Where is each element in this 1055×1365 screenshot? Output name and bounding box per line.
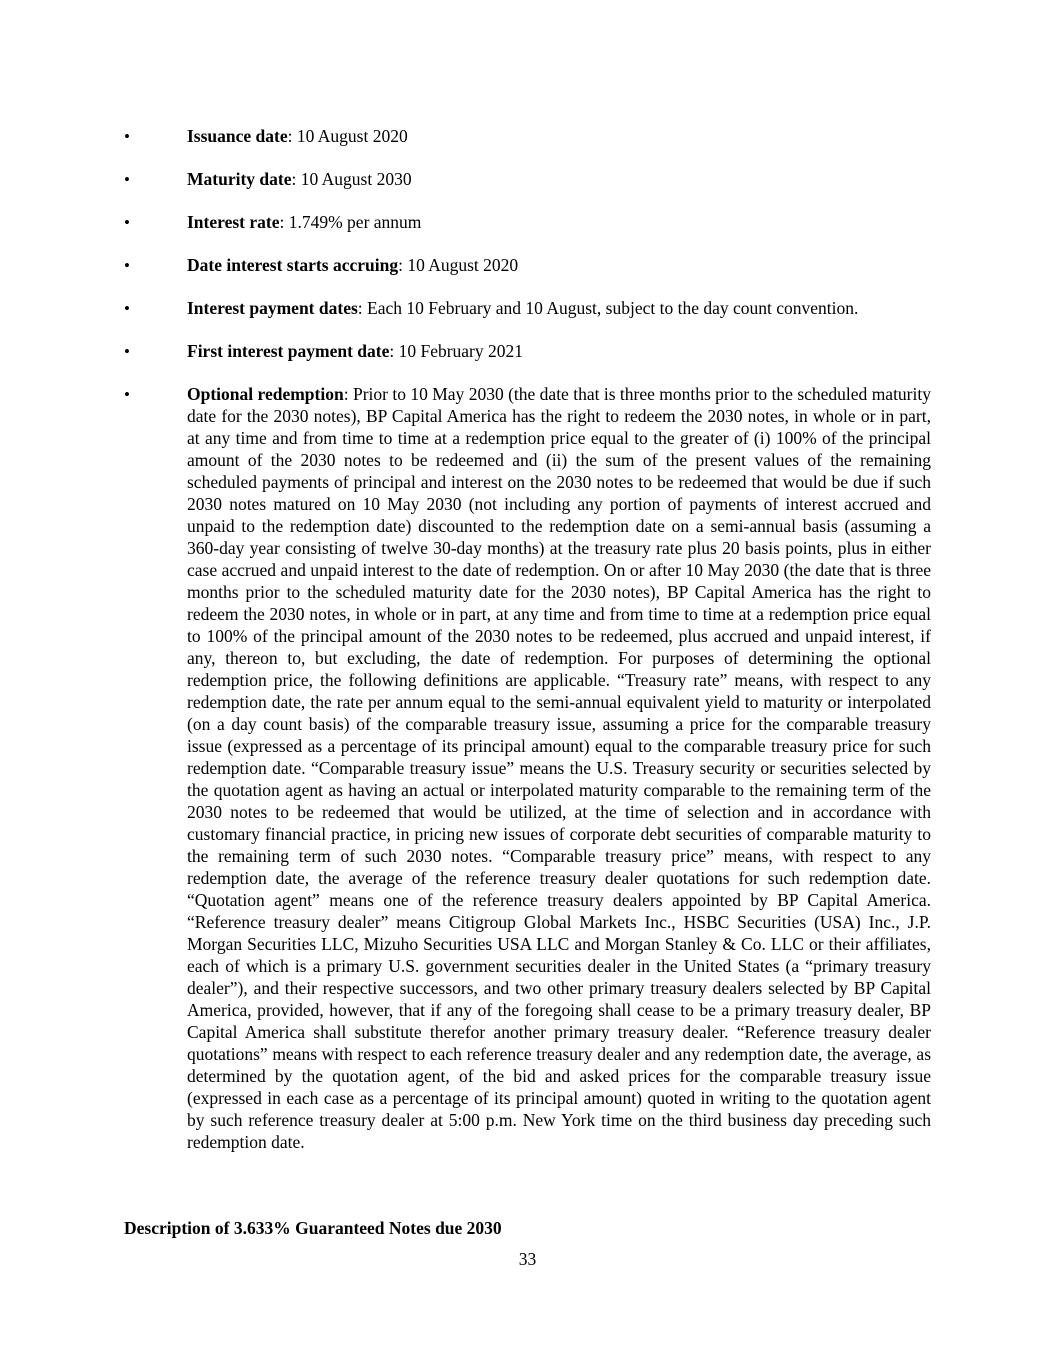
- term-label: Date interest starts accruing: [187, 255, 399, 275]
- list-item-interest-rate: [0, 211, 1055, 233]
- term-value: : 10 August 2030: [291, 169, 412, 189]
- term-label: Maturity date: [187, 169, 292, 189]
- bullet-icon: •: [124, 256, 130, 275]
- bullet-icon: •: [124, 385, 130, 404]
- list-item-first-payment-date: [0, 340, 1055, 362]
- list-item-optional-redemption: [0, 383, 1055, 1153]
- term-label: Issuance date: [187, 126, 288, 146]
- bullet-icon: •: [124, 342, 130, 361]
- term-value: : 1.749% per annum: [279, 212, 422, 232]
- list-item-text: [187, 340, 931, 362]
- list-item-issuance-date: [0, 125, 1055, 147]
- list-item-text: [187, 125, 931, 147]
- list-item-text: [187, 383, 931, 1153]
- bullet-icon: •: [124, 213, 130, 232]
- list-item-text: [187, 168, 931, 190]
- page-number: 33: [518, 1249, 537, 1269]
- list-item-payment-dates: [0, 297, 1055, 319]
- section-heading: Description of 3.633% Guaranteed Notes due 2030: [124, 1218, 502, 1238]
- term-label: Interest rate: [187, 212, 280, 232]
- list-item-text: [187, 297, 931, 319]
- bullet-icon: •: [124, 127, 130, 146]
- list-item-text: [187, 254, 931, 276]
- term-value: : Each 10 February and 10 August, subject to the day count convention.: [357, 298, 859, 318]
- bullet-icon: •: [124, 299, 130, 318]
- bullet-icon: •: [124, 170, 130, 189]
- term-value: : Prior to 10 May 2030 (the date that is three months prior to the scheduled maturity date for the 2030 notes), BP Capital America has the right to redeem the 2030 notes, in whole or in part, at any time and from time to time at a redemption price equal to the greater of (i) 100% of the principal amount of the 2030 notes to be redeemed and (ii) the sum of the present values of the remaining scheduled payments of principal and interest on the 2030 notes to be redeemed that would be due if such 2030 notes matured on 10 May 2030 (not including any portion of payments of interest accrued and unpaid to the redemption date) discounted to the redemption date on a semi-annual basis (assuming a 360-day year consisting of twelve 30-day months) at the treasury rate plus 20 basis points, plus in either case accrued and unpaid interest to the date of redemption. On or after 10 May 2030 (the date that is three months prior to the scheduled maturity date for the 2030 notes), BP Capital America has the right to redeem the 2030 notes, in whole or in part, at any time and from time to time at a redemption price equal to 100% of the principal amount of the 2030 notes to be redeemed, plus accrued and unpaid interest, if any, thereon to, but excluding, the date of redemption. For purposes of determining the optional redemption price, the following definitions are applicable. “Treasury rate” means, with respect to any redemption date, the rate per annum equal to the semi-annual equivalent yield to maturity or interpolated (on a day count basis) of the comparable treasury issue, assuming a price for the comparable treasury issue (expressed as a percentage of its principal amount) equal to the comparable treasury price for such redemption date. “Comparable treasury issue” means the U.S. Treasury security or securities selected by the quotation agent as having an actual or interpolated maturity comparable to the remaining term of the 2030 notes to be redeemed that would be utilized, at the time of selection and in accordance with customary financial practice, in pricing new issues of corporate debt securities of comparable maturity to the remaining term of such 2030 notes. “Comparable treasury price” means, with respect to any redemption date, the average of the reference treasury dealer quotations for such redemption date. “Quotation agent” means one of the reference treasury dealers appointed by BP Capital America. “Reference treasury dealer” means Citigroup Global Markets Inc., HSBC Securities (USA) Inc., J.P. Morgan Securities LLC, Mizuho Securities USA LLC and Morgan Stanley & Co. LLC or their affiliates, each of which is a primary U.S. government securities dealer in the United States (a “primary treasury dealer”), and their respective successors, and two other primary treasury dealers selected by BP Capital America, provided, however, that if any of the foregoing shall cease to be a primary treasury dealer, BP Capital America shall substitute therefor another primary treasury dealer. “Reference treasury dealer quotations” means with respect to each reference treasury dealer and any redemption date, the average, as determined by the quotation agent, of the bid and asked prices for the comparable treasury issue (expressed in each case as a percentage of its principal amount) quoted in writing to the quotation agent by such reference treasury dealer at 5:00 p.m. New York time on the third business day preceding such redemption date.: [187, 384, 931, 1152]
- term-label: First interest payment date: [187, 341, 390, 361]
- list-item-text: [187, 211, 931, 233]
- terms-list: [0, 125, 1055, 1174]
- term-value: : 10 August 2020: [287, 126, 408, 146]
- list-item-accrual-date: [0, 254, 1055, 276]
- term-value: : 10 February 2021: [389, 341, 524, 361]
- term-label: Optional redemption: [187, 384, 344, 404]
- term-label: Interest payment dates: [187, 298, 358, 318]
- list-item-maturity-date: [0, 168, 1055, 190]
- term-value: : 10 August 2020: [398, 255, 519, 275]
